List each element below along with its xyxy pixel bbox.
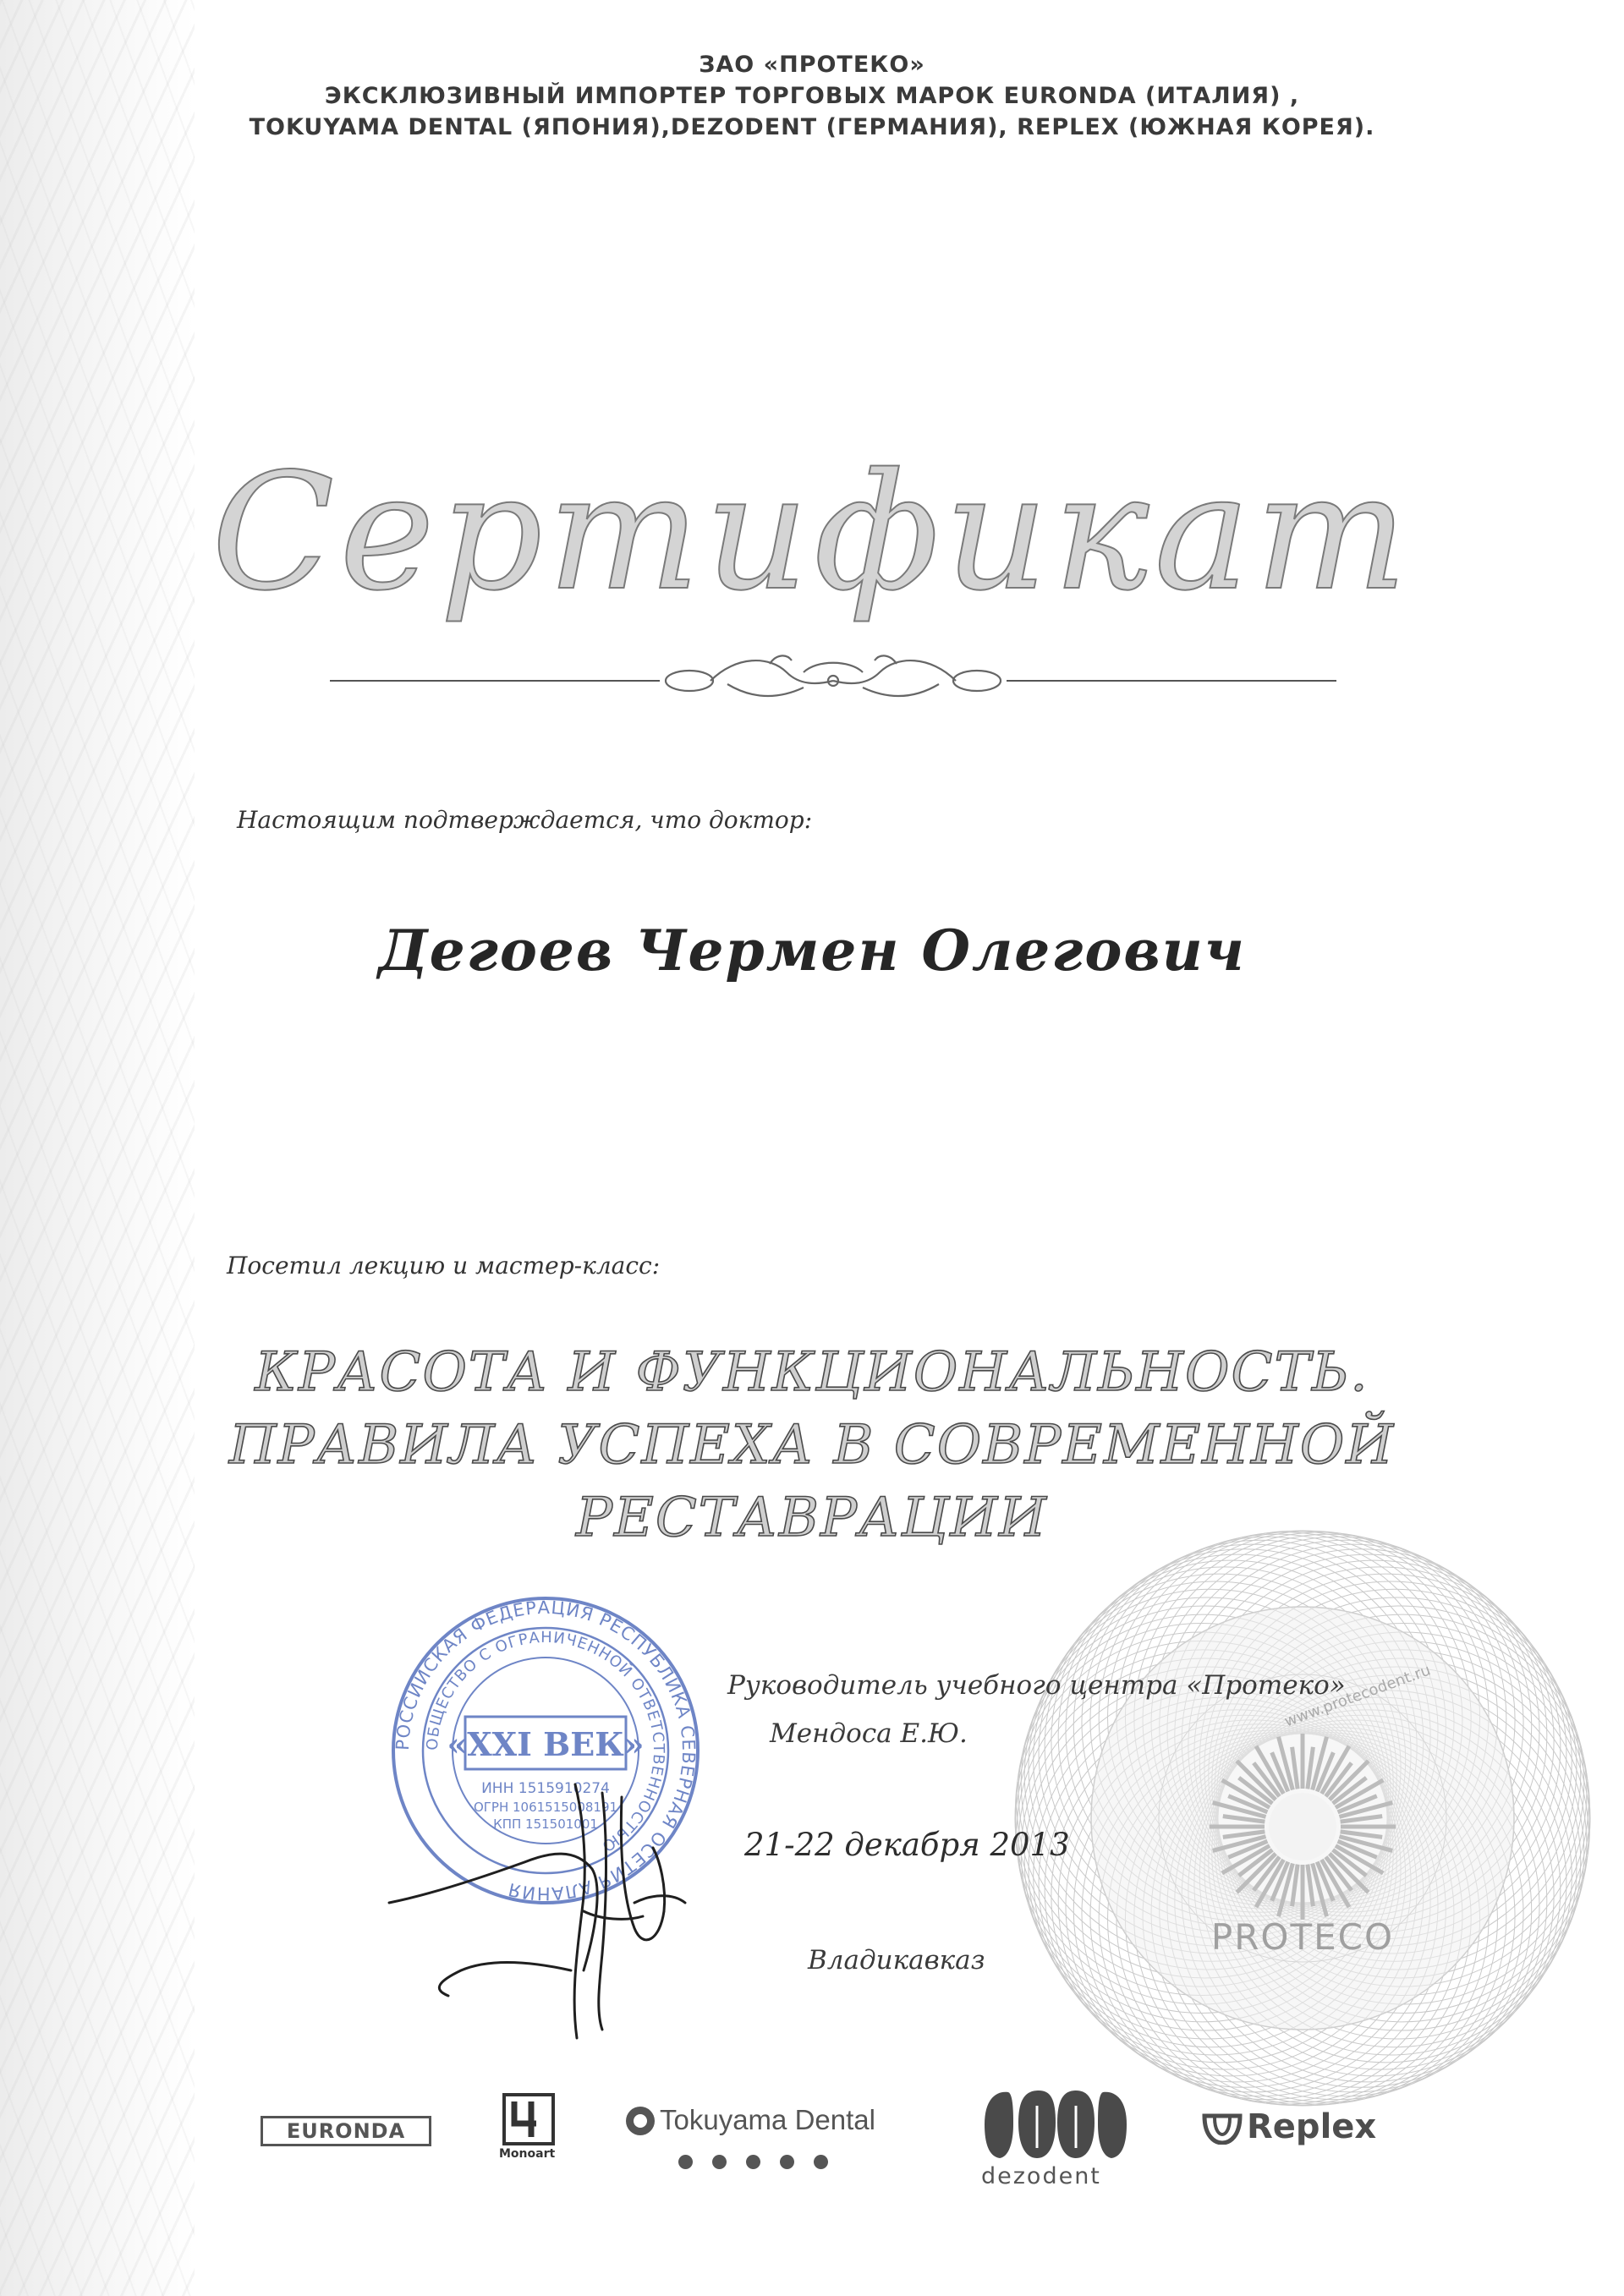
monoart-mark-icon: [502, 2093, 555, 2145]
course-title-line-2: ПРАВИЛА УСПЕХА В СОВРЕМЕННОЙ: [228, 1414, 1396, 1477]
dezodent-teeth-icon: [979, 2089, 1132, 2160]
visited-label: Посетил лекцию и мастер-класс:: [227, 1252, 661, 1280]
tokuyama-circle-icon: [626, 2107, 655, 2135]
tokuyama-logo: [626, 2104, 905, 2189]
dezodent-logo: [971, 2089, 1140, 2190]
rosette-url: www.protecodent.ru: [1281, 1661, 1434, 1731]
stamp-kpp: КПП 151501001: [493, 1817, 598, 1832]
doctor-name: Дегоев Чермен Олегович: [378, 918, 1246, 984]
tokuyama-dots: [678, 2155, 848, 2172]
stamp-inner-ring-text: ОБЩЕСТВО С ОГРАНИЧЕННОЙ ОТВЕТСТВЕННОСТЬЮ: [423, 1628, 668, 1855]
euronda-logo: EURONDA: [261, 2116, 431, 2146]
handwritten-signature: [381, 1767, 736, 2047]
director-title: Руководитель учебного центра «Протеко»: [727, 1670, 1346, 1701]
rosette-brand: PROTECO: [1210, 1916, 1395, 1958]
header-brands-line: TOKUYAMA DENTAL (ЯПОНИЯ),DEZODENT (ГЕРМАНИЯ), REPLEX (ЮЖНАЯ КОРЕЯ).: [249, 114, 1375, 140]
header-company: ЗАО «ПРОТЕКО»: [699, 52, 925, 78]
replex-text: Replex: [1247, 2107, 1377, 2146]
dezodent-text: dezodent: [981, 2163, 1101, 2189]
director-name: Мендоса Е.Ю.: [770, 1718, 968, 1749]
course-date: 21-22 декабря 2013: [744, 1827, 1070, 1863]
certificate-title: Сертификат: [211, 439, 1413, 626]
stamp-inn: ИНН 1515910274: [481, 1780, 610, 1797]
monoart-text: Monoart: [499, 2147, 556, 2161]
replex-mark-icon: [1201, 2111, 1243, 2145]
proteco-rosette-seal: [1007, 1522, 1599, 2114]
stamp-outer-ring-text: РОССИЙСКАЯ ФЕДЕРАЦИЯ РЕСПУБЛИКА СЕВЕРНАЯ ОСЕТИЯ АЛАНИЯ: [392, 1597, 700, 1904]
issuer-header: [0, 49, 1624, 143]
header-importer-line: ЭКСКЛЮЗИВНЫЙ ИМПОРТЕР ТОРГОВЫХ МАРОК EURONDA (ИТАЛИЯ) ,: [324, 83, 1300, 109]
stamp-center-text: «XXI ВЕК»: [447, 1725, 645, 1763]
decorative-left-band: [0, 0, 195, 2296]
replex-logo: [1201, 2107, 1413, 2158]
partner-logos: [0, 2089, 1624, 2207]
stamp-ogrn: ОГРН 1061515008191: [473, 1800, 618, 1815]
title-ornament: [330, 647, 1336, 706]
course-title-line-3: РЕСТАВРАЦИИ: [576, 1487, 1048, 1549]
tokuyama-text: Tokuyama Dental: [660, 2104, 875, 2135]
confirmation-text: Настоящим подтверждается, что доктор:: [237, 806, 813, 834]
course-city: Владикавказ: [808, 1945, 985, 1975]
monoart-logo: [499, 2093, 567, 2169]
course-title-line-1: КРАСОТА И ФУНКЦИОНАЛЬНОСТЬ.: [255, 1341, 1369, 1404]
